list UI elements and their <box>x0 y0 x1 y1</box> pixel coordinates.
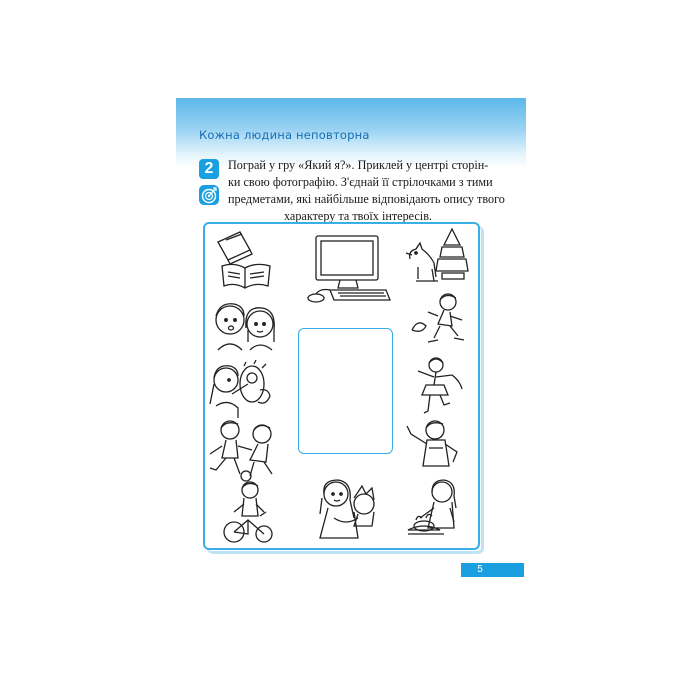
task-instructions <box>228 157 505 225</box>
dancing-girl-icon[interactable] <box>410 355 466 419</box>
task-line: ки свою фотографію. З'єднай її стрілочками з тими <box>228 175 493 189</box>
task-number-badge: 2 <box>199 159 219 179</box>
mother-with-puppy-icon[interactable] <box>314 478 384 548</box>
books-icon[interactable] <box>212 228 278 290</box>
football-boys-icon[interactable] <box>206 418 280 482</box>
task-line: характеру та твоїх інтересів. <box>283 209 432 223</box>
task-line: Пограй у гру «Який я?». Приклей у центрі сторін- <box>228 158 489 172</box>
toys-icon[interactable] <box>404 225 472 291</box>
target-icon <box>199 185 219 205</box>
skater-icon[interactable] <box>408 290 472 346</box>
two-children-icon[interactable] <box>208 298 280 354</box>
painting-girl-icon[interactable] <box>208 360 280 418</box>
cooking-girl-icon[interactable] <box>404 478 468 544</box>
section-title: Кожна людина неповторна <box>199 128 370 142</box>
bicycle-boy-icon[interactable] <box>220 480 276 546</box>
photo-placeholder[interactable] <box>298 328 393 454</box>
waving-boy-icon[interactable] <box>403 418 467 478</box>
page-number: 5 <box>477 564 483 575</box>
computer-icon[interactable] <box>300 234 392 306</box>
task-line: предметами, які найбільше відповідають опису твого <box>228 192 505 206</box>
